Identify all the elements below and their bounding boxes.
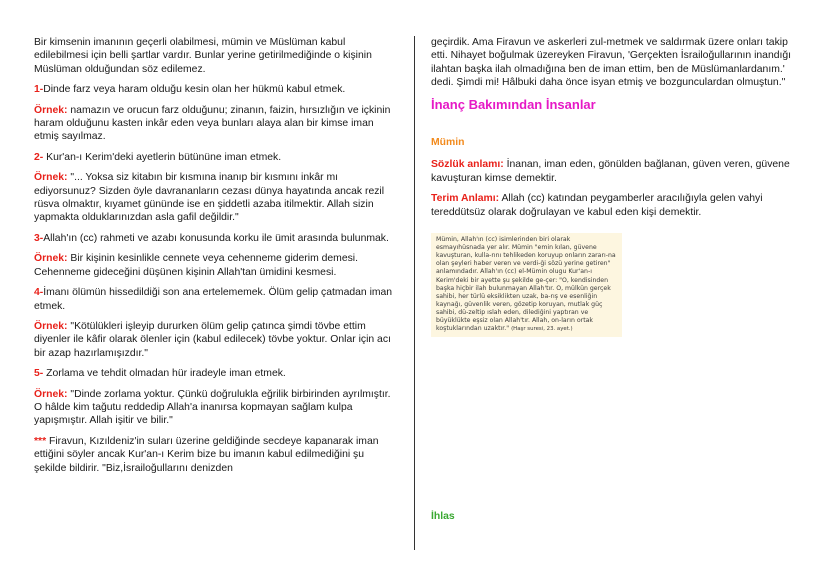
example-label: Örnek: <box>34 104 68 116</box>
list-item <box>34 104 398 144</box>
list-item <box>34 171 398 225</box>
list-item <box>34 388 398 428</box>
terim-paragraph <box>431 192 801 219</box>
subheading-mumin: Mümin <box>431 137 465 149</box>
sozluk-label: Sözlük anlamı: <box>431 159 504 171</box>
example-label: Örnek: <box>34 172 68 184</box>
terim-label: Terim Anlamı: <box>431 193 500 205</box>
terim-text: Allah (cc) katından peygamberler aracılığıyla gelen vahyi tereddütsüz olarak doğrulayan ve kabul eden kişi demektir. <box>431 193 763 218</box>
info-box <box>431 233 622 337</box>
note-marker: *** <box>34 435 47 447</box>
item-text: Dinde farz veya haram olduğu kesin olan her hükmü kabul etmek. <box>43 84 346 96</box>
list-item <box>34 435 398 475</box>
example-label: Örnek: <box>34 253 68 265</box>
item-text: namazın ve orucun farz olduğunu; zinanın, faizin, hırsızlığın ve içkinin haram olduğunu kasten inkâr eden veya bunları alaya alan bir kimse iman etmiş sayılmaz. <box>34 104 391 143</box>
right-column <box>431 36 801 337</box>
info-box-source: (Haşr suresi, 23. ayet.) <box>511 326 573 333</box>
list-item <box>34 151 398 164</box>
item-number: 5- <box>34 368 44 380</box>
item-number: 3- <box>34 232 44 244</box>
column-divider <box>414 36 415 550</box>
item-text: "Kötülükleri işleyip dururken ölüm gelip çatınca şimdi tövbe ettim diyenler ile kâfir olarak ölenler için (kabul edilecek) tövbe yoktur. Onlar için acı bir azap hazırlamışızdır." <box>34 320 391 359</box>
item-number: 2- <box>34 151 44 163</box>
info-box-text: Mümin, Allah'ın (cc) isimlerinden biri olarak esmayıhüsnada yer alır. Mümin "emin kılan, güvene kavuşturan, kulla-rını tehlikeden koruyup onların zararı-na olan şeyleri haber veren ve verdi-ği sözü yerine getiren" anlamındadır. Allah'ın (cc) el-Mümin olugu Kur'an-ı Kerim'deki bir ayette şu şekilde ge-çer: "O, kendisinden başka hiçbir ilah bulunmayan Allah'tır. O, mülkün gerçek sahibi, her türlü eksiklikten uzak, ba-rış ve esenliğin kaynağı, güvenlik veren, gözetip koruyan, mutlak güç sahibi, dü-zeltip ıslah eden, dilediğini yaptıran ve büyüklükte eşsiz olan Allah'tır. Allah, on-ların ortak koştuklarından uzaktır." <box>436 236 616 333</box>
list-item <box>34 367 398 380</box>
item-text: Allah'ın (cc) rahmeti ve azabı konusunda korku ile ümit arasında bulunmak. <box>43 232 389 244</box>
list-item <box>34 232 398 245</box>
list-item <box>34 252 398 279</box>
item-text: Kur'an-ı Kerim'deki ayetlerin bütününe iman etmek. <box>43 151 282 163</box>
intro-paragraph: Bir kimsenin imanının geçerli olabilmesi, mümin ve Müslüman kabul edilebilmesi için belli şartlar vardır. Bunlar yerine getirilmediğinde o kişinin Müslüman olduğundan söz edilemez. <box>34 37 372 75</box>
sozluk-paragraph <box>431 158 801 185</box>
list-item <box>34 286 398 313</box>
item-text: "... Yoksa siz kitabın bir kısmına inanıp bir kısmını inkâr mı ediyorsunuz? Sizden öyle davrananların cezası dünya hayatında ancak rezil rüsva olmaktır, kıyamet gününde ise en şiddetli azaba itilmektir. Allah sizin yapmakta olduklarınızdan asla gafil değildir." <box>34 172 385 224</box>
continuation-paragraph: geçirdik. Ama Firavun ve askerleri zul-metmek ve saldırmak üzere onları takip etti. Nihayet boğulmak üzereyken Firavun, 'Gerçekten İsrailoğullarının inandığı ilahtan başka ilah olmadığına ben de iman ettim, ben de Müslümanlardanım.' dedi. Şimdi mi! Hâlbuki daha önce isyan etmiş ve bozgunculardan olmuştun." <box>431 37 792 89</box>
item-text: Firavun, Kızıldeniz'in suları üzerine geldiğinde secdeye kapanarak iman ettiğini söyler ancak Kur'an-ı Kerim bize bu imanın kabul edilmediğini şu şekilde bildirir. "Biz,İsrailoğullarını denizden <box>34 435 379 474</box>
item-number: 1- <box>34 84 44 96</box>
sozluk-text: İnanan, iman eden, gönülden bağlanan, güven veren, güvene kavuşturan kimse demektir. <box>431 159 790 184</box>
subheading-ihlas: İhlas <box>431 511 455 522</box>
item-text: "Dinde zorlama yoktur. Çünkü doğrulukla eğrilik birbirinden ayrılmıştır. O hâlde kim tağutu reddedip Allah'a inanırsa kopmayan sağlam kulpa yapışmıştır. Allah işitir ve bilir." <box>34 388 391 427</box>
item-number: 4- <box>34 287 44 299</box>
list-item <box>34 83 398 96</box>
left-column <box>34 36 398 482</box>
item-text: Zorlama ve tehdit olmadan hür iradeyle iman etmek. <box>43 368 286 380</box>
example-label: Örnek: <box>34 388 68 400</box>
section-heading: İnanç Bakımından İnsanlar <box>431 96 596 112</box>
item-text: İmanı ölümün hissedildiği son ana ertelememek. Ölüm gelip çatmadan iman etmek. <box>34 287 393 312</box>
example-label: Örnek: <box>34 320 68 332</box>
list-item <box>34 320 398 360</box>
item-text: Bir kişinin kesinlikle cennete veya cehenneme giderim demesi. Cehenneme gideceğini düşünen kişinin Allah'tan ümidini kesmesi. <box>34 253 359 278</box>
